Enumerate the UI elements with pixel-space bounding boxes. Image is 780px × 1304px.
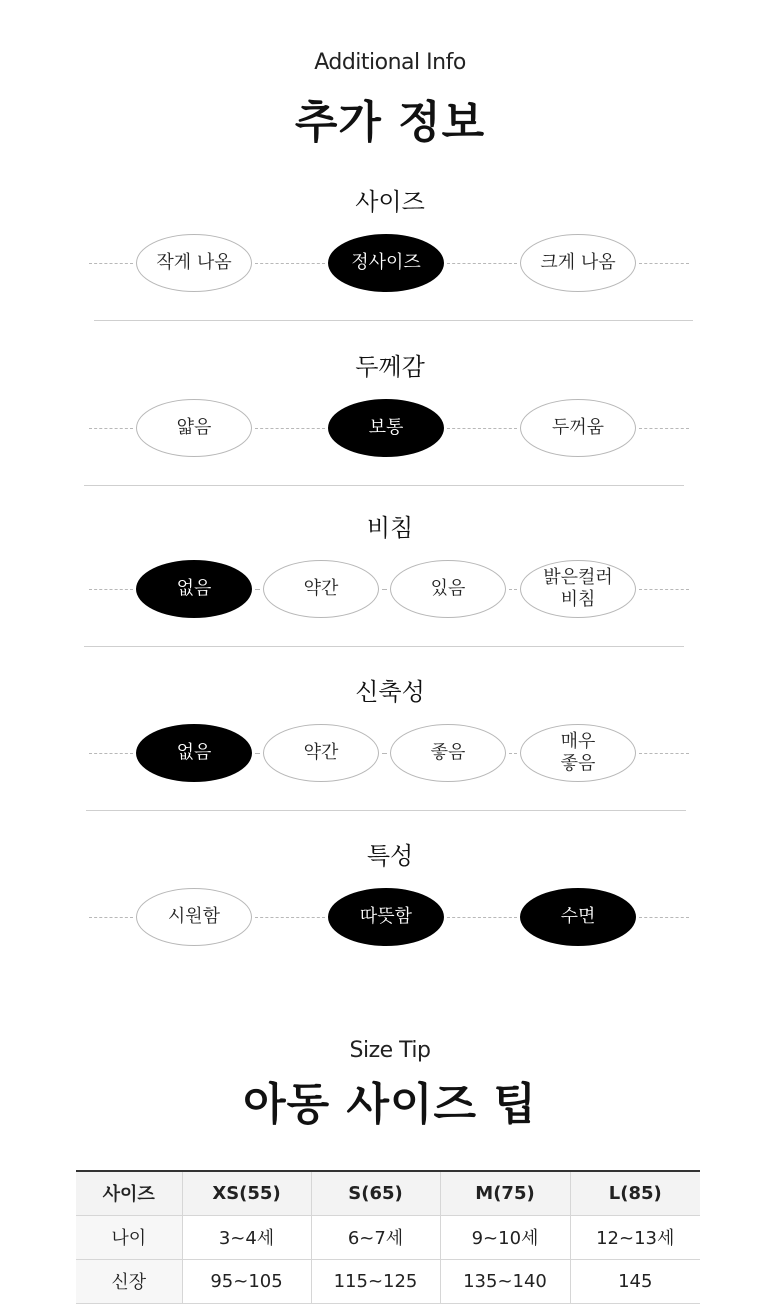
table-cell: 115~125 xyxy=(311,1259,440,1303)
dashed-connector xyxy=(89,263,133,264)
dashed-connector xyxy=(639,589,689,590)
dashed-connector xyxy=(89,917,133,918)
dashed-connector xyxy=(382,753,387,754)
table-row xyxy=(76,1259,700,1303)
size-table-header: XS(55) xyxy=(182,1171,311,1215)
option-pill: 보통 xyxy=(328,399,444,457)
section-title: 신축성 xyxy=(355,678,425,706)
section-divider xyxy=(84,485,684,486)
table-cell: 145 xyxy=(570,1259,700,1303)
option-pill: 수면 xyxy=(520,888,636,946)
dashed-connector xyxy=(447,263,517,264)
table-cell: 9~10세 xyxy=(440,1215,570,1259)
dashed-connector xyxy=(639,917,689,918)
table-cell: 95~105 xyxy=(182,1259,311,1303)
section-title: 특성 xyxy=(366,842,414,870)
dashed-connector xyxy=(382,589,387,590)
section-title: 두께감 xyxy=(355,353,425,381)
table-cell: 6~7세 xyxy=(311,1215,440,1259)
size-table-header: L(85) xyxy=(570,1171,700,1215)
dashed-connector xyxy=(255,263,325,264)
option-pill: 있음 xyxy=(390,560,506,618)
table-cell: 12~13세 xyxy=(570,1215,700,1259)
dashed-connector xyxy=(447,428,517,429)
size-table-header: 사이즈 xyxy=(76,1171,182,1215)
table-cell: 나이 xyxy=(76,1215,182,1259)
dashed-connector xyxy=(89,428,133,429)
option-row xyxy=(0,234,780,294)
table-row xyxy=(76,1215,700,1259)
option-pill: 없음 xyxy=(136,724,252,782)
dashed-connector xyxy=(255,589,260,590)
dashed-connector xyxy=(509,589,517,590)
option-pill: 좋음 xyxy=(390,724,506,782)
option-row xyxy=(0,399,780,459)
additional-title: 추가 정보 xyxy=(294,97,486,148)
size-table xyxy=(76,1170,700,1304)
size-table-header-row xyxy=(76,1171,700,1215)
dashed-connector xyxy=(255,753,260,754)
option-row xyxy=(0,724,780,784)
option-pill: 작게 나옴 xyxy=(136,234,252,292)
section-divider xyxy=(86,810,686,811)
option-pill: 약간 xyxy=(263,560,379,618)
option-pill: 없음 xyxy=(136,560,252,618)
option-row xyxy=(0,888,780,948)
option-pill: 약간 xyxy=(263,724,379,782)
section-title: 비침 xyxy=(366,514,414,542)
option-pill: 매우 좋음 xyxy=(520,724,636,782)
additional-eyebrow: Additional Info xyxy=(314,50,466,75)
table-cell: 신장 xyxy=(76,1259,182,1303)
dashed-connector xyxy=(255,917,325,918)
section-divider xyxy=(84,646,684,647)
option-pill: 따뜻함 xyxy=(328,888,444,946)
size-table-header: M(75) xyxy=(440,1171,570,1215)
size-tip-eyebrow: Size Tip xyxy=(349,1038,431,1063)
dashed-connector xyxy=(639,753,689,754)
option-pill: 두꺼움 xyxy=(520,399,636,457)
dashed-connector xyxy=(639,263,689,264)
table-cell: 135~140 xyxy=(440,1259,570,1303)
dashed-connector xyxy=(639,428,689,429)
option-pill: 밝은컬러 비침 xyxy=(520,560,636,618)
dashed-connector xyxy=(89,589,133,590)
size-tip-title: 아동 사이즈 팁 xyxy=(243,1079,537,1130)
section-divider xyxy=(94,320,693,321)
dashed-connector xyxy=(447,917,517,918)
dashed-connector xyxy=(509,753,517,754)
section-title: 사이즈 xyxy=(355,188,425,216)
dashed-connector xyxy=(255,428,325,429)
option-pill: 크게 나옴 xyxy=(520,234,636,292)
option-pill: 얇음 xyxy=(136,399,252,457)
option-row xyxy=(0,560,780,620)
size-table-header: S(65) xyxy=(311,1171,440,1215)
option-pill: 시원함 xyxy=(136,888,252,946)
option-pill: 정사이즈 xyxy=(328,234,444,292)
table-cell: 3~4세 xyxy=(182,1215,311,1259)
dashed-connector xyxy=(89,753,133,754)
